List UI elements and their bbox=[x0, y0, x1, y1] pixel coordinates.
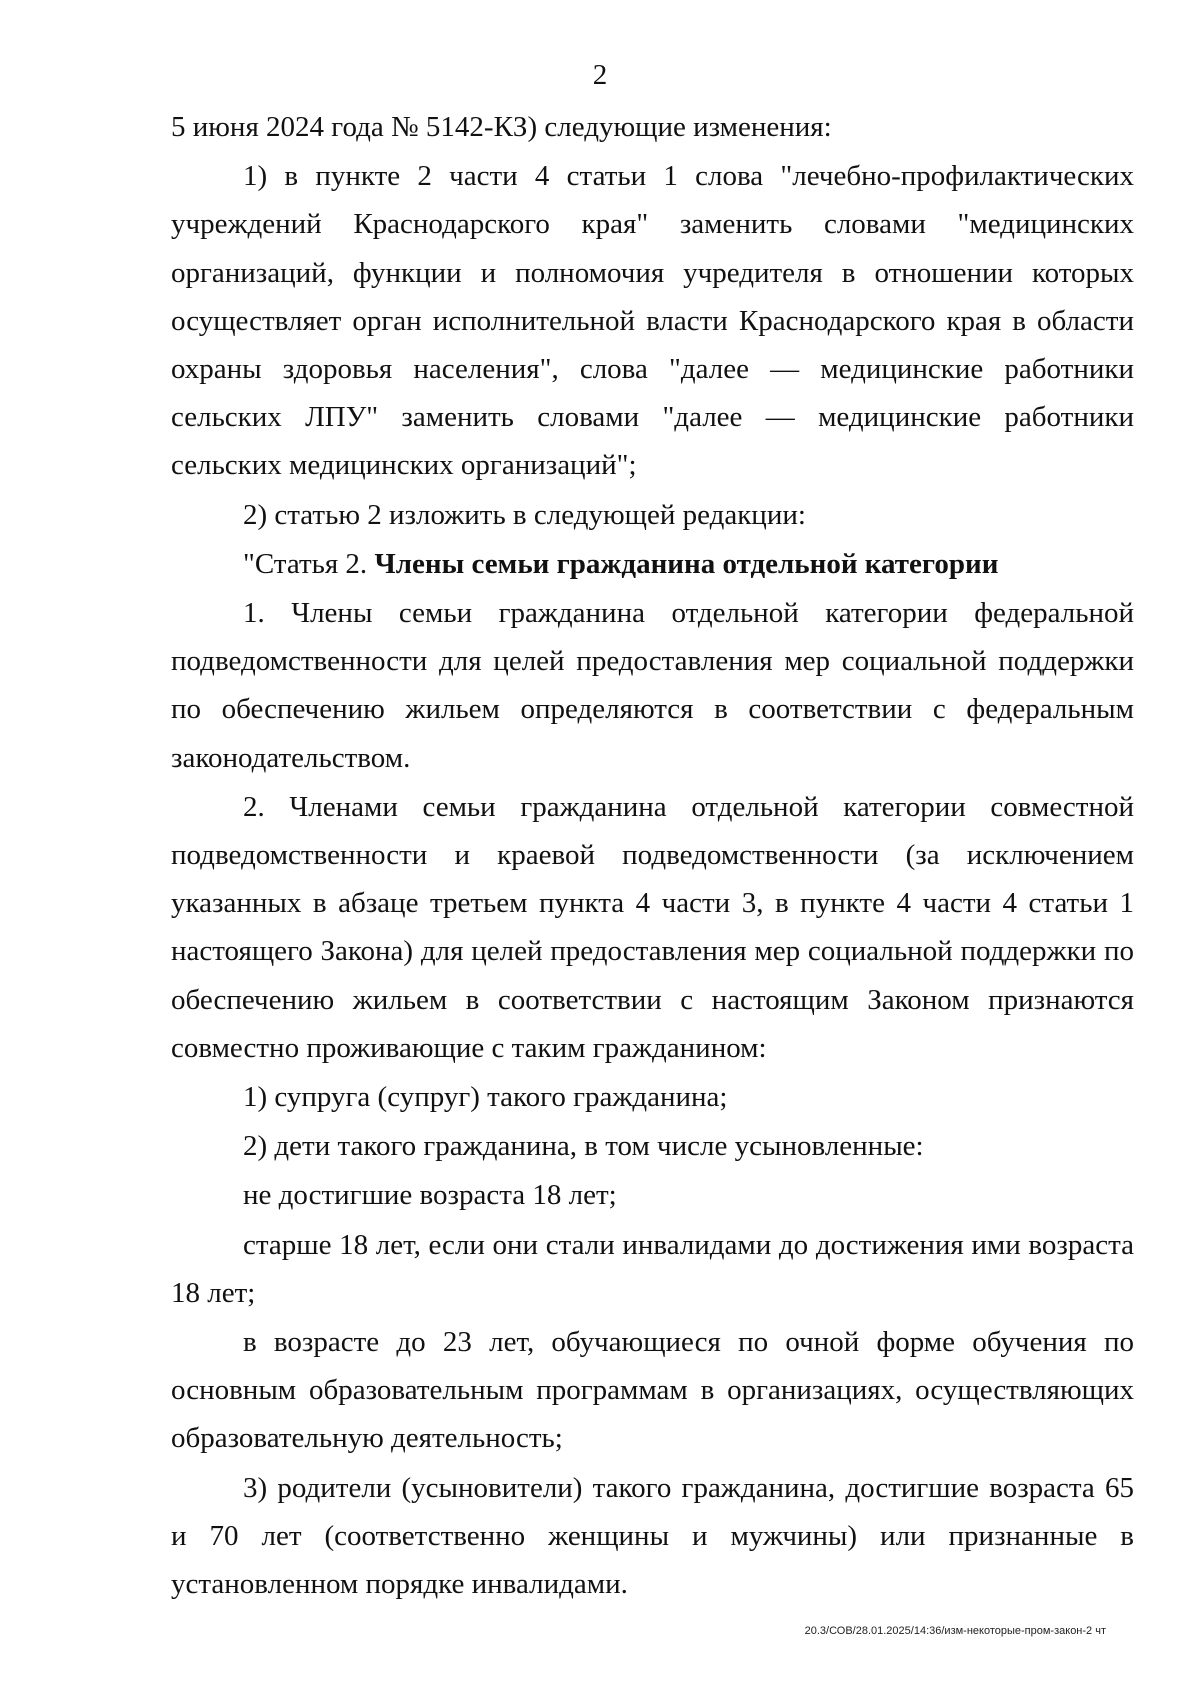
list-item: 3) родители (усыновители) такого гражданина, достигшие возраста 65 и 70 лет (соответственно женщины и мужчины) или признанные в установленном порядке инвалидами. bbox=[171, 1471, 1134, 1601]
list-item: в возрасте до 23 лет, обучающиеся по очной форме обучения по основным образовательным программам в организациях, осуществляющих образовательную деятельность; bbox=[171, 1326, 1134, 1455]
footer-file-stamp: 20.3/СОВ/28.01.2025/14:36/изм-некоторые-пром-закон-2 чт bbox=[804, 1625, 1106, 1637]
paragraph: 5 июня 2024 года № 5142-КЗ) следующие изменения: bbox=[171, 111, 832, 143]
list-item: не достигшие возраста 18 лет; bbox=[243, 1179, 617, 1212]
paragraph: 2) статью 2 изложить в следующей редакции: bbox=[243, 498, 806, 531]
article-title: Члены семьи гражданина отдельной категории bbox=[374, 547, 999, 580]
document-body bbox=[171, 103, 1134, 1608]
article-number: "Статья 2. bbox=[243, 547, 375, 580]
list-item: 2) дети такого гражданина, в том числе усыновленные: bbox=[243, 1130, 924, 1163]
article-paragraph: 2. Членами семьи гражданина отдельной категории совместной подведомственности и краевой подведомственности (за исключением указанных в абзаце третьем пункта 4 части 3, в пункте 4 части 4 статьи 1 настоящего Закона) для целей предоставления мер социальной поддержки по обеспечению жильем в соответствии с настоящим Законом признаются совместно проживающие с таким гражданином: bbox=[171, 790, 1134, 1064]
list-item: старше 18 лет, если они стали инвалидами до достижения ими возраста 18 лет; bbox=[171, 1228, 1134, 1309]
page-number: 2 bbox=[592, 59, 608, 91]
article-heading bbox=[171, 540, 1134, 588]
list-item: 1) супруга (супруг) такого гражданина; bbox=[243, 1081, 728, 1114]
paragraph: 1) в пункте 2 части 4 статьи 1 слова "лечебно-профилактических учреждений Краснодарского края" заменить словами "медицинских организаций, функции и полномочия учредителя в отношении которых осуществляет орган исполнительной власти Краснодарского края в области охраны здоровья населения", слова "далее — медицинские работники сельских ЛПУ" заменить словами "далее — медицинские работники сельских медицинских организаций"; bbox=[171, 160, 1134, 482]
article-paragraph: 1. Члены семьи гражданина отдельной категории федеральной подведомственности для целей предоставления мер социальной поддержки по обеспечению жильем определяются в соответствии с федеральным законодательством. bbox=[171, 597, 1134, 774]
